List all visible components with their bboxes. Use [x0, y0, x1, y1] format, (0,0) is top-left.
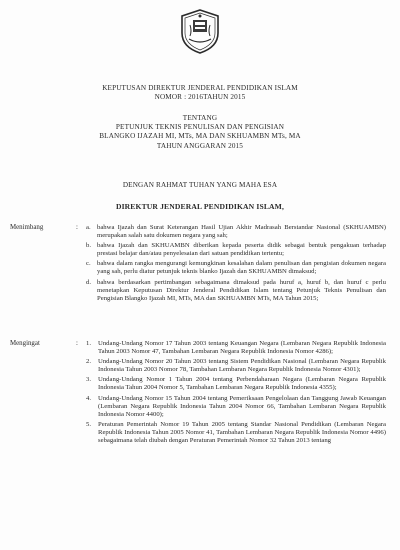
- decree-subject: [0, 114, 400, 151]
- subject-line: TAHUN ANGGARAN 2015: [156, 141, 244, 150]
- menimbang-colon: :: [76, 224, 78, 231]
- menimbang-list: [86, 224, 386, 305]
- item-marker: d.: [86, 278, 92, 286]
- invocation: DENGAN RAHMAT TUHAN YANG MAHA ESA: [122, 181, 278, 189]
- mengingat-label: Mengingat: [10, 340, 40, 347]
- item-text: Undang-Undang Nomor 15 Tahun 2004 tentang Pemeriksaan Pengelolaan dan Tanggung Jawab Keuangan (Lembaran Negara Republik Indonesia Tahun 2004 Nomor 66, Tambahan Lembaran Negara Republik Indonesia Nomor 4400);: [98, 394, 386, 418]
- list-item: [86, 224, 386, 240]
- item-marker: c.: [86, 260, 91, 268]
- item-text: bahwa berdasarkan pertimbangan sebagaimana dimaksud pada huruf a, huruf b, dan huruf c perlu menetapkan Keputusan Direktur Jenderal Pendidikan Islam tentang Petunjuk Teknis Penulisan dan Pengisian Blangko Ijazah MI, MTs, MA dan SKHUAMBN MTs, MA Tahun 2015;: [97, 278, 386, 302]
- tentang-label: TENTANG: [182, 114, 218, 122]
- item-marker: 2.: [86, 358, 92, 366]
- director-heading: DIREKTUR JENDERAL PENDIDIKAN ISLAM,: [115, 202, 285, 211]
- decree-title: [0, 84, 400, 102]
- list-item: [86, 279, 386, 303]
- item-text: Undang-Undang Nomor 1 Tahun 2004 tentang Perbendaharaan Negara (Lembaran Negara Republik Indonesia Tahun 2004 Nomor 5, Tambahan Lembaran Negara Republik Indonesia 4355);: [98, 376, 386, 392]
- item-text: Peraturan Pemerintah Nomor 19 Tahun 2005 tentang Standar Nasional Pendidikan (Lembaran Negara Republik Indonesia Tahun 2005 Nomor 41, Tambahan Lembaran Negara Republik Indonesia Nomor 4496) sebagaimana telah diubah dengan Peraturan Pemerintah Nomor 32 Tahun 2013 tentang: [98, 420, 386, 445]
- subject-line: PETUNJUK TEKNIS PENULISAN DAN PENGISIAN: [115, 123, 285, 132]
- decree-number: NOMOR : 2016TAHUN 2015: [154, 93, 246, 102]
- item-text: bahwa Ijazah dan SKHUAMBN diberikan kepada peserta didik sebagai bentuk pengakuan terhadap prestasi belajar dan/atau penyelesaian dari satuan pendidikan tertentu;: [97, 242, 386, 258]
- list-item: [86, 340, 386, 356]
- item-marker: 4.: [86, 394, 92, 402]
- list-item: [86, 242, 386, 258]
- mengingat-colon: :: [76, 340, 78, 347]
- mengingat-list: [86, 340, 386, 447]
- item-text: Undang-Undang Nomor 17 Tahun 2003 tentang Keuangan Negara (Lembaran Negara Republik Indonesia Tahun 2003 Nomor 47, Tambahan Lembaran Negara Republik Indonesia Nomor 4286);: [98, 340, 386, 356]
- item-text: Undang-Undang Nomor 20 Tahun 2003 tentang Sistem Pendidikan Nasional (Lembaran Negara Republik Indonesia Tahun 2003 Nomor 78, Tambahan Lembaran Negara Republik Indonesia Nomor 4301);: [98, 358, 386, 374]
- list-item: [86, 395, 386, 419]
- item-text: bahwa dalam rangka mengurangi kemungkinan kesalahan dalam penulisan dan pengisian dokumen negara yang sah, perlu diatur petunjuk teknis blanko Ijazah dan SKHUAMBN dimaksud;: [97, 260, 386, 276]
- list-item: [86, 260, 386, 276]
- list-item: [86, 421, 386, 445]
- item-text: bahwa Ijazah dan Surat Keterangan Hasil Ujian Akhir Madrasah Berstandar Nasional (SKHUAMBN) merupakan salah satu dokumen negara yang sah;: [97, 224, 386, 240]
- subject-line: BLANGKO IJAZAH MI, MTs, MA DAN SKHUAMBN MTs, MA: [99, 132, 301, 141]
- item-marker: 1.: [86, 340, 92, 347]
- ministry-emblem-logo: [180, 9, 220, 54]
- item-marker: 3.: [86, 376, 92, 384]
- list-item: [86, 358, 386, 374]
- item-marker: a.: [86, 224, 91, 231]
- item-marker: 5.: [86, 420, 92, 428]
- decree-title-line: KEPUTUSAN DIREKTUR JENDERAL PENDIDIKAN ISLAM: [102, 84, 298, 92]
- menimbang-label: Menimbang: [10, 224, 44, 231]
- item-marker: b.: [86, 242, 92, 250]
- list-item: [86, 376, 386, 392]
